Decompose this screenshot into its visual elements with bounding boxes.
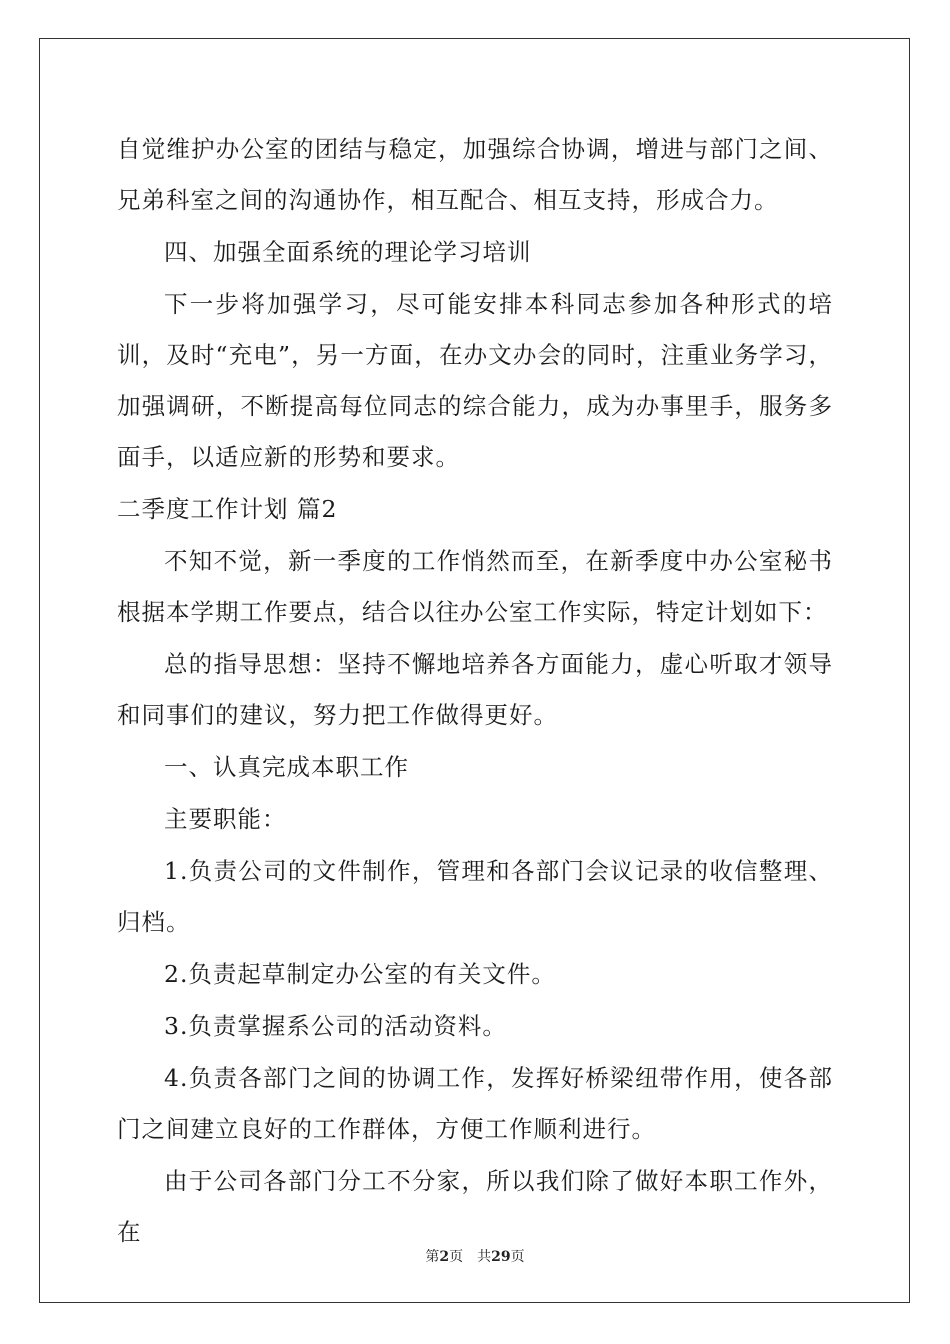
list-item: 2.负责起草制定办公室的有关文件。 <box>164 960 556 988</box>
paragraph: 下一步将加强学习，尽可能安排本科同志参加各种形式的培训，及时“充电”，另一方面，在办文办会的同时，注重业务学习，加强调研，不断提高每位同志的综合能力，成为办事里手，服务多面手，以适应新的形势和要求。 <box>117 290 833 471</box>
current-page-number: 2 <box>439 1249 450 1265</box>
list-item: 4.负责各部门之间的协调工作，发挥好桥梁纽带作用，使各部门之间建立良好的工作群体，方便工作顺利进行。 <box>117 1064 833 1143</box>
paragraph: 主要职能： <box>164 805 287 833</box>
section-heading: 四、加强全面系统的理论学习培训 <box>164 238 532 266</box>
section-heading: 一、认真完成本职工作 <box>164 753 409 781</box>
list-item: 3.负责掌握系公司的活动资料。 <box>164 1012 507 1040</box>
document-title: 二季度工作计划 篇2 <box>117 495 338 523</box>
footer-prefix: 第 <box>425 1249 440 1265</box>
page-footer <box>0 1246 950 1266</box>
paragraph: 自觉维护办公室的团结与稳定，加强综合协调，增进与部门之间、兄弟科室之间的沟通协作，相互配合、相互支持，形成合力。 <box>117 135 833 214</box>
document-body <box>117 124 833 1259</box>
paragraph: 不知不觉，新一季度的工作悄然而至，在新季度中办公室秘书根据本学期工作要点，结合以往办公室工作实际，特定计划如下： <box>117 547 833 626</box>
total-page-count: 29 <box>491 1249 511 1265</box>
list-item: 1.负责公司的文件制作，管理和各部门会议记录的收信整理、归档。 <box>117 857 833 936</box>
footer-mid: 页 共 <box>449 1249 492 1265</box>
paragraph: 由于公司各部门分工不分家，所以我们除了做好本职工作外，在 <box>117 1167 833 1246</box>
paragraph: 总的指导思想：坚持不懈地培养各方面能力，虚心听取才领导和同事们的建议，努力把工作做得更好。 <box>117 650 833 729</box>
footer-suffix: 页 <box>510 1249 525 1265</box>
